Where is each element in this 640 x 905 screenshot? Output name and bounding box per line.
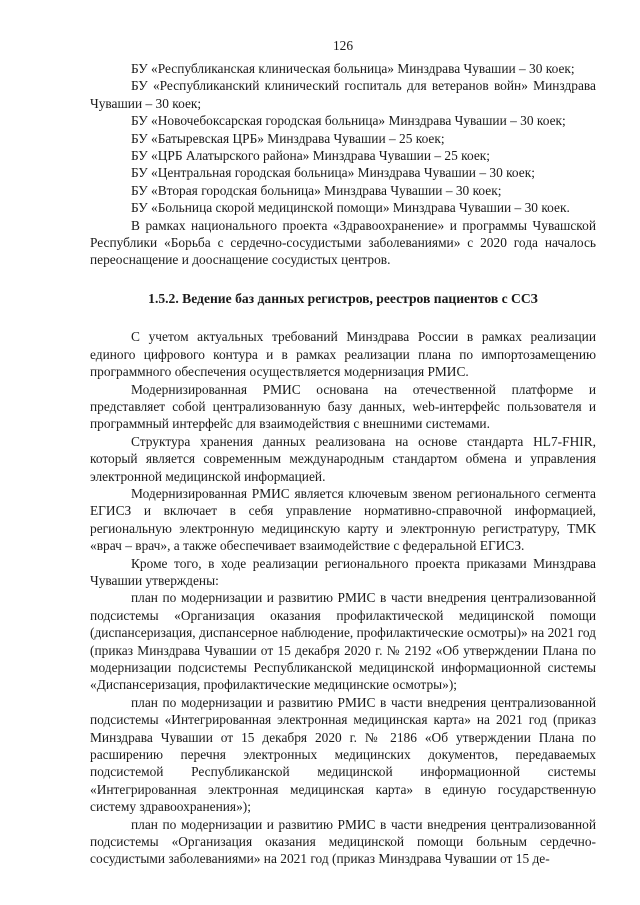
body-paragraph: Модернизированная РМИС является ключевым звеном регионального сегмента ЕГИСЗ и включает в себя управление нормативно-справочной информацией, региональную электронную медицинскую карту и электронную регистратуру, ТМК «врач – врач», а также обеспечивает взаимодействие с федеральной ЕГИСЗ. bbox=[90, 485, 596, 554]
hospital-item: БУ «Новочебоксарская городская больница» Минздрава Чувашии – 30 коек; bbox=[131, 113, 566, 129]
plan-item: план по модернизации и развитию РМИС в части внедрения централизованной подсистемы «Организация оказания профилактической медицинской помощи (диспансеризация, диспансерное наблюдение, профилактические осмотры)» на 2021 год (приказ Минздрава Чувашии от 15 декабря 2020 г. № 2192 «Об утверждении Плана по модернизации подсистемы Республиканской медицинской информационной системы «Диспансеризация, профилактические медицинские осмотры»); bbox=[90, 590, 596, 693]
hospital-item: БУ «Республиканская клиническая больница» Минздрава Чувашии – 30 коек; bbox=[131, 61, 575, 76]
hospital-item: БУ «Батыревская ЦРБ» Минздрава Чувашии – 25 коек; bbox=[131, 130, 445, 146]
page-content bbox=[90, 60, 596, 868]
intro-paragraph: В рамках национального проекта «Здравоохранение» и программы Чувашской Республики «Борьба с сердечно-сосудистыми заболеваниями» с 2020 года началось переоснащение и дооснащение сосудистых центров. bbox=[90, 217, 596, 268]
section-heading: 1.5.2. Ведение баз данных регистров, реестров пациентов с ССЗ bbox=[148, 290, 538, 306]
plan-item: план по модернизации и развитию РМИС в части внедрения централизованной подсистемы «Интегрированная электронная медицинская карта» на 2021 год (приказ Минздрава Чувашии от 15 декабря 2020 г. № 2186 «Об утверждении Плана по расширению перечня электронных медицинских документов, передаваемых подсистемой Республиканской медицинской информационной системы «Интегрированная электронная медицинская карта» в единую государственную систему здравоохранения»); bbox=[90, 694, 596, 815]
hospital-item: БУ «ЦРБ Алатырского района» Минздрава Чувашии – 25 коек; bbox=[131, 148, 490, 164]
body-paragraph: Кроме того, в ходе реализации регионального проекта приказами Минздрава Чувашии утверждены: bbox=[90, 555, 596, 588]
body-paragraph: Модернизированная РМИС основана на отечественной платформе и представляет собой централизованную базу данных, web-интерфейс пользователя и программный интерфейс для взаимодействия с внешними системами. bbox=[90, 381, 596, 432]
hospital-item: БУ «Вторая городская больница» Минздрава Чувашии – 30 коек; bbox=[131, 182, 502, 198]
hospital-item: БУ «Больница скорой медицинской помощи» Минздрава Чувашии – 30 коек. bbox=[131, 200, 570, 216]
hospital-item: БУ «Республиканский клинический госпиталь для ветеранов войн» Минздрава Чувашии – 30 коек; bbox=[90, 78, 596, 111]
page-number: 126 bbox=[332, 38, 354, 53]
body-paragraph: С учетом актуальных требований Минздрава России в рамках реализации единого цифрового контура и в рамках реализации плана по импортозамещению программного обеспечения осуществляется модернизация РМИС. bbox=[90, 329, 596, 380]
hospital-item: БУ «Центральная городская больница» Минздрава Чувашии – 30 коек; bbox=[131, 165, 535, 181]
plan-item: план по модернизации и развитию РМИС в части внедрения централизованной подсистемы «Организация оказания медицинской помощи больным сердечно-сосудистыми заболеваниями» на 2021 год (приказ Минздрава Чувашии от 15 де- bbox=[90, 816, 596, 867]
body-paragraph: Структура хранения данных реализована на основе стандарта HL7-FHIR, который является современным международным стандартом обмена и управления электронной медицинской информацией. bbox=[90, 433, 596, 484]
